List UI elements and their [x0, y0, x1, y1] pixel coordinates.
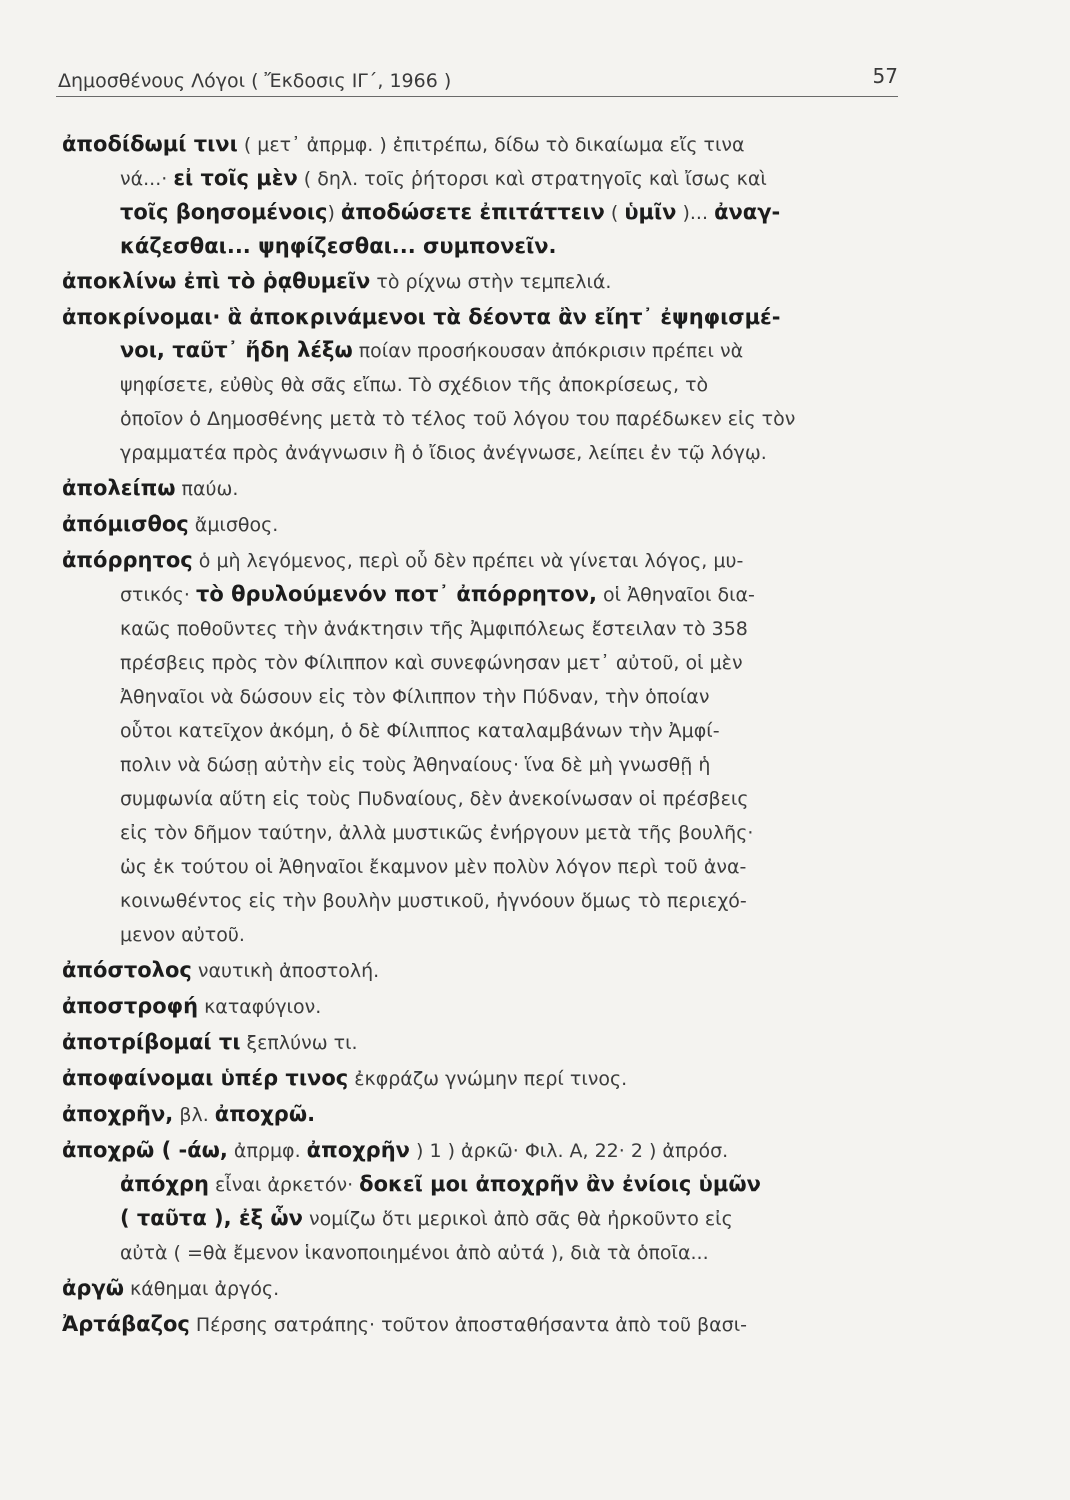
- greek-term: ἀποχρῆν: [306, 1138, 410, 1162]
- page-number: 57: [872, 64, 898, 88]
- entry-first-line: [62, 1062, 912, 1096]
- greek-term: ἀναγ-: [714, 200, 781, 224]
- translation-text: στικός·: [120, 584, 196, 606]
- translation-text: γραμματέα πρὸς ἀνάγνωσιν ἢ ὁ ἴδιος ἀνέγνωσε, λείπει ἐν τῷ λόγῳ.: [120, 442, 767, 464]
- header-rule: [56, 96, 898, 97]
- translation-text: βλ.: [173, 1104, 215, 1126]
- glossary-entry: [62, 954, 912, 988]
- greek-term: ἀπόρρητος: [62, 548, 193, 572]
- translation-text: ): [327, 202, 341, 224]
- entry-first-line: [62, 1134, 912, 1168]
- greek-term: ἀποχρῆν,: [62, 1102, 174, 1126]
- greek-term: ὑμῖν: [624, 200, 677, 224]
- glossary-entry: [62, 128, 912, 263]
- greek-term: ἀπόστολος: [62, 958, 192, 982]
- translation-text: κοινωθέντος εἰς τὴν βουλὴν μυστικοῦ, ἠγνόουν ὅμως τὸ περιεχό-: [120, 890, 747, 912]
- translation-text: ὁ μὴ λεγόμενος, περὶ οὗ δὲν πρέπει νὰ γίνεται λόγος, μυ-: [192, 550, 744, 572]
- running-header: [58, 62, 898, 98]
- translation-text: ὡς ἐκ τούτου οἱ Ἀθηναῖοι ἔκαμνον μὲν πολὺν λόγον περὶ τοῦ ἀνα-: [120, 856, 747, 878]
- glossary-entry: [62, 508, 912, 542]
- greek-term: ἀποδίδωμί τινι: [62, 132, 238, 156]
- entry-first-line: [62, 990, 912, 1024]
- entry-first-line: [62, 1098, 912, 1132]
- translation-text: κάθημαι ἀργός.: [124, 1278, 280, 1300]
- greek-term: κάζεσθαι... ψηφίζεσθαι... συμπονεῖν.: [120, 234, 557, 258]
- entry-continuation-line: [62, 714, 912, 748]
- entry-continuation-line: [62, 918, 912, 952]
- entry-first-line: [62, 508, 912, 542]
- running-title: Δημοσθένους Λόγοι ( Ἔκδοσις ΙΓ΄, 1966 ): [58, 70, 452, 92]
- entry-continuation-line: [62, 646, 912, 680]
- glossary-entry: [62, 472, 912, 506]
- translation-text: οὗτοι κατεῖχον ἀκόμη, ὁ δὲ Φίλιππος καταλαμβάνων τὴν Ἀμφί-: [120, 720, 720, 742]
- translation-text: αὐτὰ ( =θὰ ἔμενον ἱκανοποιημένοι ἀπὸ αὐτά ), διὰ τὰ ὁποῖα...: [120, 1242, 709, 1264]
- greek-term: ἀπολείπω: [62, 476, 176, 500]
- translation-text: ( μετ᾽ ἀπρμφ. ) ἐπιτρέπω, δίδω τὸ δικαίωμα εἴς τινα: [237, 134, 745, 156]
- translation-text: καῶς ποθοῦντες τὴν ἀνάκτησιν τῆς Ἀμφιπόλεως ἔστειλαν τὸ 358: [120, 618, 748, 640]
- translation-text: ξεπλύνω τι.: [240, 1032, 358, 1054]
- glossary-entry: [62, 544, 912, 952]
- translation-text: εἶναι ἀρκετόν·: [209, 1174, 360, 1196]
- translation-text: εἰς τὸν δῆμον ταύτην, ἀλλὰ μυστικῶς ἐνήργουν μετὰ τῆς βουλῆς·: [120, 822, 754, 844]
- greek-term: ἀποτρίβομαί τι: [62, 1030, 241, 1054]
- glossary-entry: [62, 1272, 912, 1306]
- entry-continuation-line: [62, 748, 912, 782]
- glossary-entry: [62, 990, 912, 1024]
- greek-term: τοῖς βοησομένοις: [120, 200, 328, 224]
- entry-continuation-line: [62, 782, 912, 816]
- translation-text: (: [604, 202, 625, 224]
- entry-continuation-line: [62, 884, 912, 918]
- greek-term: ἀποφαίνομαι ὑπέρ τινος: [62, 1066, 349, 1090]
- greek-term: ἀποχρῶ ( -άω,: [62, 1138, 228, 1162]
- greek-term: ἀργῶ: [62, 1276, 125, 1300]
- entry-first-line: [62, 954, 912, 988]
- entry-first-line: [62, 1272, 912, 1306]
- entry-continuation-line: [62, 578, 912, 612]
- greek-term: τὸ θρυλούμενόν ποτ᾽ ἀπόρρητον,: [195, 582, 597, 606]
- glossary-entry: [62, 1098, 912, 1132]
- greek-term: ἀπόμισθος: [62, 512, 189, 536]
- entry-continuation-line: [62, 612, 912, 646]
- entry-continuation-line: [62, 196, 912, 230]
- entry-first-line: [62, 265, 912, 299]
- glossary-entry: [62, 1062, 912, 1096]
- greek-term: ἀποκλίνω ἐπὶ τὸ ῥᾳθυμεῖν: [62, 269, 371, 293]
- translation-text: νά...·: [120, 168, 174, 190]
- entry-continuation-line: [62, 816, 912, 850]
- translation-text: νομίζω ὅτι μερικοὶ ἀπὸ σᾶς θὰ ἠρκοῦντο εἰς: [302, 1208, 733, 1230]
- translation-text: ναυτικὴ ἀποστολή.: [191, 960, 380, 982]
- entry-continuation-line: [62, 402, 912, 436]
- entry-first-line: [62, 301, 912, 334]
- translation-text: πρέσβεις πρὸς τὸν Φίλιππον καὶ συνεφώνησαν μετ᾽ αὐτοῦ, οἱ μὲν: [120, 652, 743, 674]
- translation-text: Ἀθηναῖοι νὰ δώσουν εἰς τὸν Φίλιππον τὴν Πύδναν, τὴν ὁποίαν: [120, 686, 710, 708]
- glossary-entry: [62, 1134, 912, 1270]
- translation-text: μενον αὐτοῦ.: [120, 924, 245, 946]
- greek-term: ἀποκρίνομαι· ἃ ἀποκρινάμενοι τὰ δέοντα ἂν εἴητ᾽ ἐψηφισμέ-: [62, 305, 781, 329]
- translation-text: παύω.: [175, 478, 239, 500]
- entry-continuation-line: [62, 368, 912, 402]
- greek-term: νοι, ταῦτ᾽ ἤδη λέξω: [120, 338, 353, 362]
- entry-continuation-line: [62, 162, 912, 196]
- translation-text: ποίαν προσήκουσαν ἀπόκρισιν πρέπει νὰ: [352, 340, 744, 362]
- entry-continuation-line: [62, 1168, 912, 1202]
- glossary-body: [62, 128, 912, 1344]
- translation-text: Πέρσης σατράπης· τοῦτον ἀποσταθήσαντα ἀπὸ τοῦ βασι-: [189, 1314, 748, 1336]
- entry-first-line: [62, 1026, 912, 1060]
- translation-text: συμφωνία αὕτη εἰς τοὺς Πυδναίους, δὲν ἀνεκοίνωσαν οἱ πρέσβεις: [120, 788, 749, 810]
- entry-continuation-line: [62, 334, 912, 368]
- greek-term: ἀποδώσετε ἐπιτάττειν: [340, 200, 605, 224]
- entry-continuation-line: [62, 230, 912, 263]
- greek-term: εἰ τοῖς μὲν: [173, 166, 298, 190]
- translation-text: πολιν νὰ δώσῃ αὐτὴν εἰς τοὺς Ἀθηναίους· ἵνα δὲ μὴ γνωσθῇ ἡ: [120, 754, 711, 776]
- translation-text: ( δηλ. τοῖς ῥήτορσι καὶ στρατηγοῖς καὶ ἴσως καὶ: [297, 168, 767, 190]
- translation-text: οἱ Ἀθηναῖοι δια-: [596, 584, 755, 606]
- glossary-entry: [62, 301, 912, 470]
- translation-text: ὁποῖον ὁ Δημοσθένης μετὰ τὸ τέλος τοῦ λόγου του παρέδωκεν εἰς τὸν: [120, 408, 796, 430]
- greek-term: ἀπόχρη: [120, 1172, 209, 1196]
- greek-term: Ἀρτάβαζος: [62, 1312, 190, 1336]
- entry-first-line: [62, 1308, 912, 1342]
- translation-text: τὸ ρίχνω στὴν τεμπελιά.: [370, 271, 612, 293]
- entry-continuation-line: [62, 1202, 912, 1236]
- entry-first-line: [62, 544, 912, 578]
- entry-first-line: [62, 472, 912, 506]
- translation-text: ψηφίσετε, εὐθὺς θὰ σᾶς εἴπω. Τὸ σχέδιον τῆς ἀποκρίσεως, τὸ: [120, 374, 709, 396]
- translation-text: ) 1 ) ἀρκῶ· Φιλ. Α, 22· 2 ) ἀπρόσ.: [409, 1140, 729, 1162]
- translation-text: ἐκφράζω γνώμην περί τινος.: [348, 1068, 628, 1090]
- glossary-entry: [62, 265, 912, 299]
- entry-first-line: [62, 128, 912, 162]
- entry-continuation-line: [62, 680, 912, 714]
- glossary-entry: [62, 1026, 912, 1060]
- entry-continuation-line: [62, 1236, 912, 1270]
- glossary-entry: [62, 1308, 912, 1342]
- translation-text: ἀπρμφ.: [227, 1140, 307, 1162]
- greek-term: δοκεῖ μοι ἀποχρῆν ἂν ἐνίοις ὑμῶν: [359, 1172, 761, 1196]
- entry-continuation-line: [62, 436, 912, 470]
- translation-text: καταφύγιον.: [198, 996, 322, 1018]
- greek-term: ( ταῦτα ), ἐξ ὧν: [120, 1206, 303, 1230]
- greek-term: ἀποστροφή: [62, 994, 199, 1018]
- translation-text: )...: [676, 202, 715, 224]
- translation-text: ἄμισθος.: [188, 514, 279, 536]
- greek-term: ἀποχρῶ.: [214, 1102, 316, 1126]
- entry-continuation-line: [62, 850, 912, 884]
